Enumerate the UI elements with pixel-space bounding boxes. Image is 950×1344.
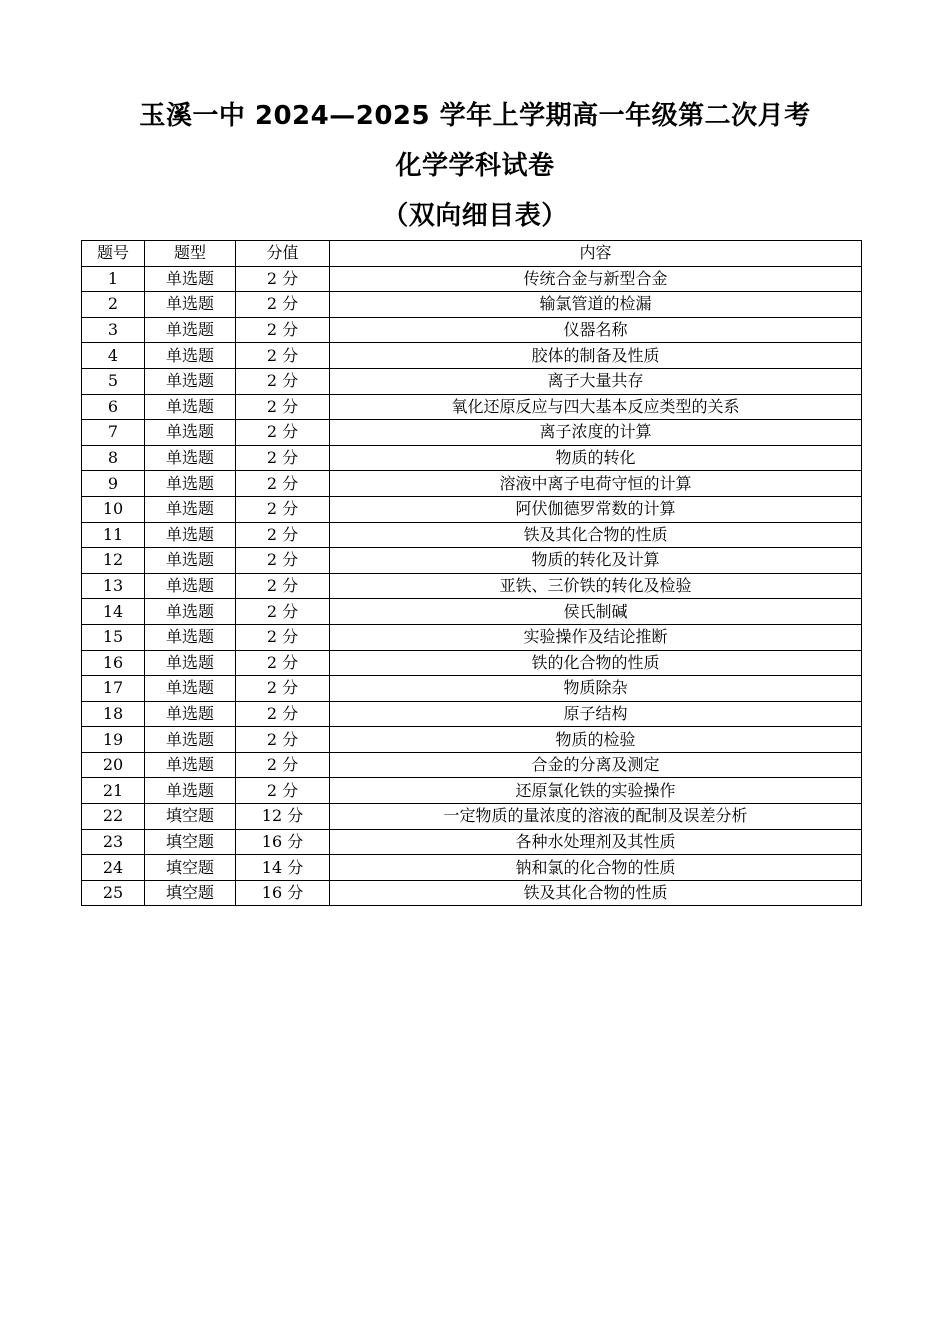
question-type-cell: 单选题 [145,266,236,292]
question-type-cell: 单选题 [145,727,236,753]
score-cell: 2 分 [236,522,330,548]
question-type-cell: 单选题 [145,317,236,343]
content-cell: 侯氏制碱 [330,599,862,625]
score-cell: 2 分 [236,445,330,471]
question-type-cell: 单选题 [145,752,236,778]
score-cell: 2 分 [236,701,330,727]
content-cell: 还原氯化铁的实验操作 [330,778,862,804]
question-number-cell: 11 [82,522,145,548]
score-cell: 2 分 [236,599,330,625]
table-row [82,599,862,625]
question-type-cell: 单选题 [145,624,236,650]
table-row [82,343,862,369]
table-row [82,752,862,778]
question-number-cell: 22 [82,804,145,830]
score-cell: 2 分 [236,420,330,446]
question-number-cell: 25 [82,880,145,906]
question-type-cell: 单选题 [145,573,236,599]
question-type-cell: 单选题 [145,292,236,318]
header-question-type: 题型 [145,241,236,267]
question-number-cell: 17 [82,676,145,702]
table-row [82,676,862,702]
question-number-cell: 24 [82,855,145,881]
table-row [82,445,862,471]
content-cell: 氧化还原反应与四大基本反应类型的关系 [330,394,862,420]
question-number-cell: 15 [82,624,145,650]
question-type-cell: 单选题 [145,701,236,727]
question-type-cell: 填空题 [145,855,236,881]
table-row [82,522,862,548]
content-cell: 溶液中离子电荷守恒的计算 [330,471,862,497]
score-cell: 14 分 [236,855,330,881]
table-row [82,471,862,497]
question-type-cell: 单选题 [145,599,236,625]
question-type-cell: 单选题 [145,420,236,446]
score-cell: 2 分 [236,676,330,702]
question-number-cell: 12 [82,548,145,574]
score-cell: 2 分 [236,368,330,394]
question-number-cell: 9 [82,471,145,497]
question-type-cell: 填空题 [145,880,236,906]
question-number-cell: 3 [82,317,145,343]
table-row [82,292,862,318]
score-cell: 2 分 [236,573,330,599]
question-number-cell: 1 [82,266,145,292]
table-row [82,573,862,599]
question-number-cell: 19 [82,727,145,753]
score-cell: 2 分 [236,266,330,292]
content-cell: 阿伏伽德罗常数的计算 [330,496,862,522]
content-cell: 物质的转化 [330,445,862,471]
question-number-cell: 23 [82,829,145,855]
question-number-cell: 5 [82,368,145,394]
score-cell: 2 分 [236,394,330,420]
content-cell: 离子浓度的计算 [330,420,862,446]
question-type-cell: 填空题 [145,829,236,855]
question-type-cell: 单选题 [145,394,236,420]
content-cell: 各种水处理剂及其性质 [330,829,862,855]
content-cell: 物质的检验 [330,727,862,753]
specification-table [81,240,862,906]
document-subtitle-table-name: （双向细目表） [382,201,568,231]
score-cell: 2 分 [236,496,330,522]
question-type-cell: 单选题 [145,445,236,471]
question-type-cell: 单选题 [145,522,236,548]
score-cell: 2 分 [236,624,330,650]
table-row [82,701,862,727]
content-cell: 钠和氯的化合物的性质 [330,855,862,881]
table-row [82,548,862,574]
question-type-cell: 单选题 [145,343,236,369]
table-row [82,266,862,292]
question-number-cell: 16 [82,650,145,676]
header-question-number: 题号 [82,241,145,267]
table-body [82,266,862,906]
header-score: 分值 [236,241,330,267]
table-row [82,368,862,394]
question-number-cell: 2 [82,292,145,318]
content-cell: 离子大量共存 [330,368,862,394]
table-row [82,394,862,420]
table-row [82,727,862,753]
content-cell: 亚铁、三价铁的转化及检验 [330,573,862,599]
question-type-cell: 单选题 [145,548,236,574]
score-cell: 2 分 [236,778,330,804]
question-number-cell: 6 [82,394,145,420]
table-row [82,624,862,650]
question-number-cell: 21 [82,778,145,804]
question-type-cell: 单选题 [145,471,236,497]
table-header-row [82,241,862,267]
content-cell: 合金的分离及测定 [330,752,862,778]
question-number-cell: 10 [82,496,145,522]
table-row [82,496,862,522]
question-type-cell: 填空题 [145,804,236,830]
content-cell: 铁及其化合物的性质 [330,880,862,906]
header-content: 内容 [330,241,862,267]
content-cell: 仪器名称 [330,317,862,343]
table-row [82,317,862,343]
score-cell: 2 分 [236,548,330,574]
document-subtitle: 化学学科试卷 [395,151,555,181]
score-cell: 2 分 [236,650,330,676]
content-cell: 物质除杂 [330,676,862,702]
question-number-cell: 4 [82,343,145,369]
score-cell: 16 分 [236,829,330,855]
score-cell: 2 分 [236,343,330,369]
content-cell: 铁及其化合物的性质 [330,522,862,548]
content-cell: 实验操作及结论推断 [330,624,862,650]
content-cell: 胶体的制备及性质 [330,343,862,369]
question-type-cell: 单选题 [145,496,236,522]
question-number-cell: 20 [82,752,145,778]
question-number-cell: 7 [82,420,145,446]
question-number-cell: 8 [82,445,145,471]
content-cell: 一定物质的量浓度的溶液的配制及误差分析 [330,804,862,830]
question-type-cell: 单选题 [145,778,236,804]
question-type-cell: 单选题 [145,650,236,676]
table-row [82,855,862,881]
question-number-cell: 14 [82,599,145,625]
question-type-cell: 单选题 [145,368,236,394]
content-cell: 铁的化合物的性质 [330,650,862,676]
table-row [82,829,862,855]
content-cell: 物质的转化及计算 [330,548,862,574]
question-number-cell: 13 [82,573,145,599]
question-type-cell: 单选题 [145,676,236,702]
content-cell: 输氯管道的检漏 [330,292,862,318]
table-row [82,778,862,804]
score-cell: 2 分 [236,471,330,497]
score-cell: 16 分 [236,880,330,906]
score-cell: 12 分 [236,804,330,830]
score-cell: 2 分 [236,317,330,343]
score-cell: 2 分 [236,727,330,753]
score-cell: 2 分 [236,752,330,778]
question-number-cell: 18 [82,701,145,727]
table-row [82,420,862,446]
score-cell: 2 分 [236,292,330,318]
table-row [82,650,862,676]
content-cell: 原子结构 [330,701,862,727]
table-row [82,880,862,906]
table-row [82,804,862,830]
document-title: 玉溪一中 2024—2025 学年上学期高一年级第二次月考 [139,101,811,131]
content-cell: 传统合金与新型合金 [330,266,862,292]
